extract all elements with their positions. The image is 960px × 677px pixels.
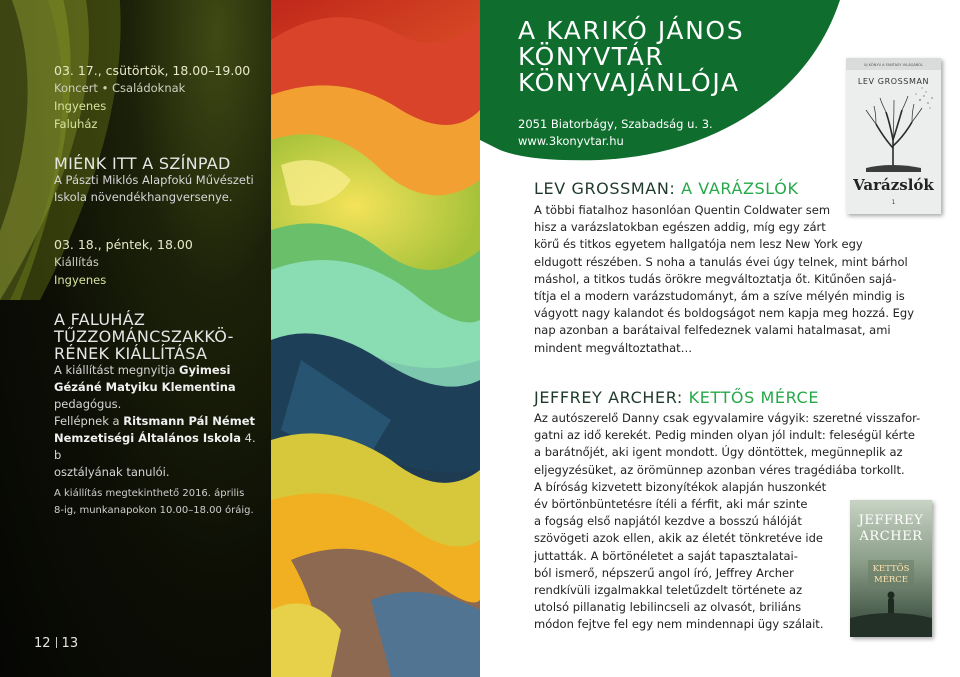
book2-title: KETTŐS MÉRCE [688,388,820,407]
event1-price: Ingyenes [54,99,107,113]
book2-line: rendkívüli izgalmakkal teletűzdelt története az [534,583,803,598]
page-title-line: KÖNYVAJÁNLÓJA [518,68,740,97]
book1-line: títja el a modern varázstudományt, ám a szíve mélyén mindig is [534,289,905,304]
exhibition-note: 8-ig, munkanapokon 10.00–18.00 óráig. [54,505,254,516]
event2-category: Kiállítás [54,255,99,269]
event-column [0,0,271,677]
book1-title: A VARÁZSLÓK [681,179,799,198]
book1-cover-tagline: ÚJ KÖNYV A FANTASY VILÁGÁBÓL [863,63,924,67]
event2-performers [54,413,264,430]
page-title-line: A KARIKÓ JÁNOS [518,16,745,45]
book2-line: a fogság első napjától kezdve a bosszú hálóját [534,514,802,529]
performers-school-cont: Nemzetiségi Általános Iskola [54,431,241,445]
book2-line: gatni az idő kerekét. Pedig minden olyan jól indult: feleségül kérte [534,428,915,443]
opening-role: pedagógus. [54,397,122,411]
book2-line: módon fejtve fel egy nem mindennapi ügy szálait. [534,617,824,632]
book2-line: év börtönbüntetésre ítéli a férfit, aki már szinte [534,497,808,512]
page-title-line: KÖNYVTÁR [518,42,665,71]
performers-students: osztályának tanulói. [54,465,170,479]
book1-cover-number: 1 [891,199,896,206]
performers-school: Ritsmann Pál Német [123,414,256,428]
opening-text: A kiállítást megnyitja [54,363,179,377]
book1-cover-author: LEV GROSSMAN [857,77,930,86]
book2-cover-image [850,500,932,637]
event1-category: Koncert • Családoknak [54,81,186,95]
opening-name: Gyimesi [179,363,231,377]
book1-line: nap azonban a barátaival felfedeznek valami hatalmasat, ami [534,323,891,338]
book-recommendations [480,0,960,677]
event2-title-line: TŰZZOMÁNCSZAKKÖ- [54,327,234,346]
event1-venue: Faluház [54,117,98,131]
book2-line: a barátnőjét, aki igent mondott. Úgy döntöttek, megünneplik az [534,445,903,460]
event1-title: MIÉNK ITT A SZÍNPAD [54,154,231,173]
book2-author: JEFFREY ARCHER: [534,388,689,407]
book2-line: utolsó pillanatig lebilincseli az olvasót, briliáns [534,600,802,615]
event2-date: 03. 18., péntek, 18.00 [54,237,193,252]
page-numbers [34,636,78,651]
book2-line: juttatták. A börtönéletet a saját tapasztalatai- [534,548,798,563]
library-website[interactable]: www.3konyvtar.hu [518,134,624,148]
book1-line: vágyott nagy kalandot és boldogságot nem kapja meg hozzá. Egy [534,306,915,321]
book2-cover-title: KETTŐS [872,564,910,574]
book1-author: LEV GROSSMAN: [534,179,682,198]
book1-cover-title: Varázslók [853,176,934,194]
book1-heading [534,180,799,198]
event2-opening [54,362,264,379]
event2-title-line: A FALUHÁZ [54,310,146,329]
book1-description [534,202,914,357]
book2-heading [534,389,819,407]
page-number-left: 12 [34,636,51,651]
book1-line: körű és titkos egyetem hallgatója nem lesz New York egy [534,237,863,252]
book1-line: mindent megváltoztathat… [534,340,693,355]
book2-line: Az autószerelő Danny csak egyvalamire vágyik: szeretné visszafor- [534,411,921,425]
book2-line: ból ismerő, népszerű angol író, Jeffrey Archer [534,565,794,580]
performers-class: 4. b [54,431,256,462]
book2-cover-title: MÉRCE [873,575,909,585]
event1-date: 03. 17., csütörtök, 18.00–19.00 [54,63,251,78]
book2-cover-author: JEFFREY [858,513,924,528]
book2-line: A bíróság kizvetett bizonyítékok alapján huszonkét [534,479,827,494]
book1-line: A többi fiatalhoz hasonlóan Quentin Coldwater sem [534,203,831,217]
library-contact [518,116,713,150]
book2-line: eljegyzésüket, az örömünnep azonban véres tragédiába torkollt. [534,462,905,477]
book1-line: máshol, a titkos tudás örökre megváltoztatja őt. Kitűnően sajá- [534,271,897,286]
book2-cover-author: ARCHER [859,529,923,544]
book1-line: eldugott részében. S noha a tanulás évei úgy telnek, mint bárhol [534,254,908,269]
event2-title-line: RÉNEK KIÁLLÍTÁSA [54,344,208,363]
event1-desc-line: Iskola növendékhangversenye. [54,190,233,204]
exhibition-note: A kiállítás megtekinthető 2016. április [54,488,245,499]
book1-line: hisz a varázslatokban egészen addig, míg egy zárt [534,220,826,235]
opening-name-cont: Gézáné Matyiku Klementina [54,380,236,394]
book2-line: szövögeti azok ellen, akik az életét tönkretéve ide [534,531,823,546]
event1-desc-line: A Pászti Miklós Alapfokú Művészeti [54,173,254,187]
performers-text: Fellépnek a [54,414,124,428]
enamel-artwork-image [271,0,480,677]
library-address: 2051 Biatorbágy, Szabadság u. 3. [518,117,713,131]
event2-price: Ingyenes [54,273,107,287]
page-title [518,18,818,96]
book1-cover-image [846,58,941,214]
page-number-right: 13 [61,636,79,651]
